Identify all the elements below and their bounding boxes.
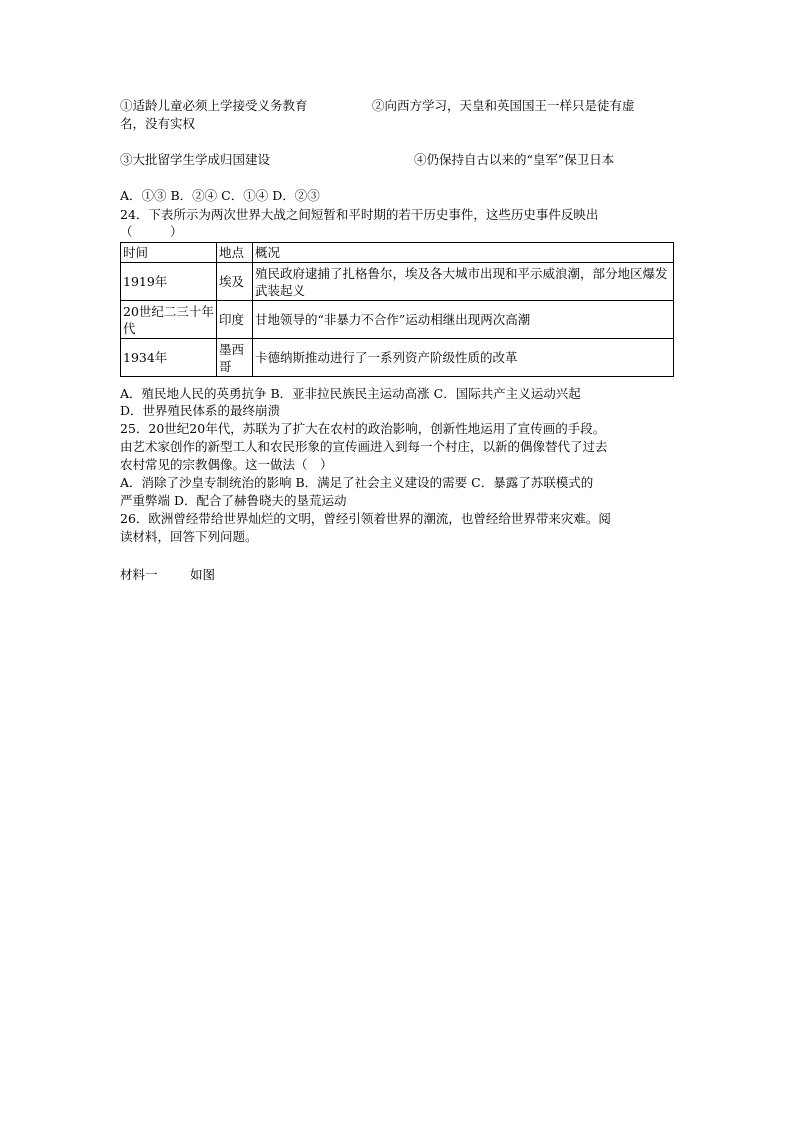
q23-option-2: ②向西方学习，天皇和英国国王一样只是徒有虚 — [372, 98, 635, 113]
q23-option-3: ③大批留学生学成归国建设 — [120, 152, 271, 167]
q25-choices-line1: A．消除了沙皇专制统治的影响 B．满足了社会主义建设的需要 C．暴露了苏联模式的 — [120, 475, 594, 490]
table-header-cell: 概况 — [253, 243, 674, 263]
table-cell-place: 墨西哥 — [217, 339, 253, 377]
q24-choices-line1: A．殖民地人民的英勇抗争 B．亚非拉民族民主运动高涨 C．国际共产主义运动兴起 — [120, 386, 581, 401]
table-row — [121, 263, 674, 301]
q23-answer-choices: A．①③ B．②④ C．①④ D．②③ — [120, 188, 320, 203]
table-row — [121, 301, 674, 339]
table-cell-place: 埃及 — [217, 263, 253, 301]
q26-material-label: 材料一 — [120, 567, 158, 582]
q25-choices-line2: 严重弊端 D．配合了赫鲁晓夫的垦荒运动 — [120, 493, 347, 508]
table-cell-summary: 卡德纳斯推动进行了一系列资产阶级性质的改革 — [253, 339, 674, 377]
table-header-cell: 时间 — [121, 243, 217, 263]
q26-stem-line1: 26．欧洲曾经带给世界灿烂的文明，曾经引领着世界的潮流，也曾经给世界带来灾难。阅 — [120, 511, 611, 526]
q23-option-2-continued: 名，没有实权 — [120, 116, 196, 131]
q25-stem-line2: 由艺术家创作的新型工人和农民形象的宣传画进入到每一个村庄，以新的偶像替代了过去 — [120, 439, 608, 454]
table-cell-summary: 甘地领导的“非暴力不合作”运动相继出现两次高潮 — [253, 301, 674, 339]
q25-stem-line3: 农村常见的宗教偶像。这一做法（ ） — [120, 457, 333, 472]
table-cell-time: 1919年 — [121, 263, 217, 301]
q24-stem-paren: （ ） — [120, 224, 183, 239]
q24-choices-line2: D．世界殖民体系的最终崩溃 — [120, 403, 281, 418]
q26-material-ref: 如图 — [190, 567, 216, 582]
q25-stem-line1: 25．20世纪20年代，苏联为了扩大在农村的政治影响，创新性地运用了宣传画的手段。 — [120, 421, 606, 436]
q26-stem-line2: 读材料，回答下列问题。 — [120, 529, 258, 544]
table-cell-time: 1934年 — [121, 339, 217, 377]
table-cell-place: 印度 — [217, 301, 253, 339]
table-header-cell: 地点 — [217, 243, 253, 263]
q23-option-4: ④仍保持自古以来的“皇军”保卫日本 — [414, 152, 615, 167]
q23-option-1: ①适龄儿童必须上学接受义务教育 — [120, 98, 308, 113]
table-row — [121, 339, 674, 377]
q24-events-table — [120, 242, 674, 377]
table-cell-summary: 殖民政府逮捕了扎格鲁尔，埃及各大城市出现和平示威浪潮，部分地区爆发武装起义 — [253, 263, 674, 301]
table-header-row — [121, 243, 674, 263]
table-cell-time: 20世纪二三十年代 — [121, 301, 217, 339]
q24-stem: 24．下表所示为两次世界大战之间短暂和平时期的若干历史事件，这些历史事件反映出 — [120, 207, 599, 222]
